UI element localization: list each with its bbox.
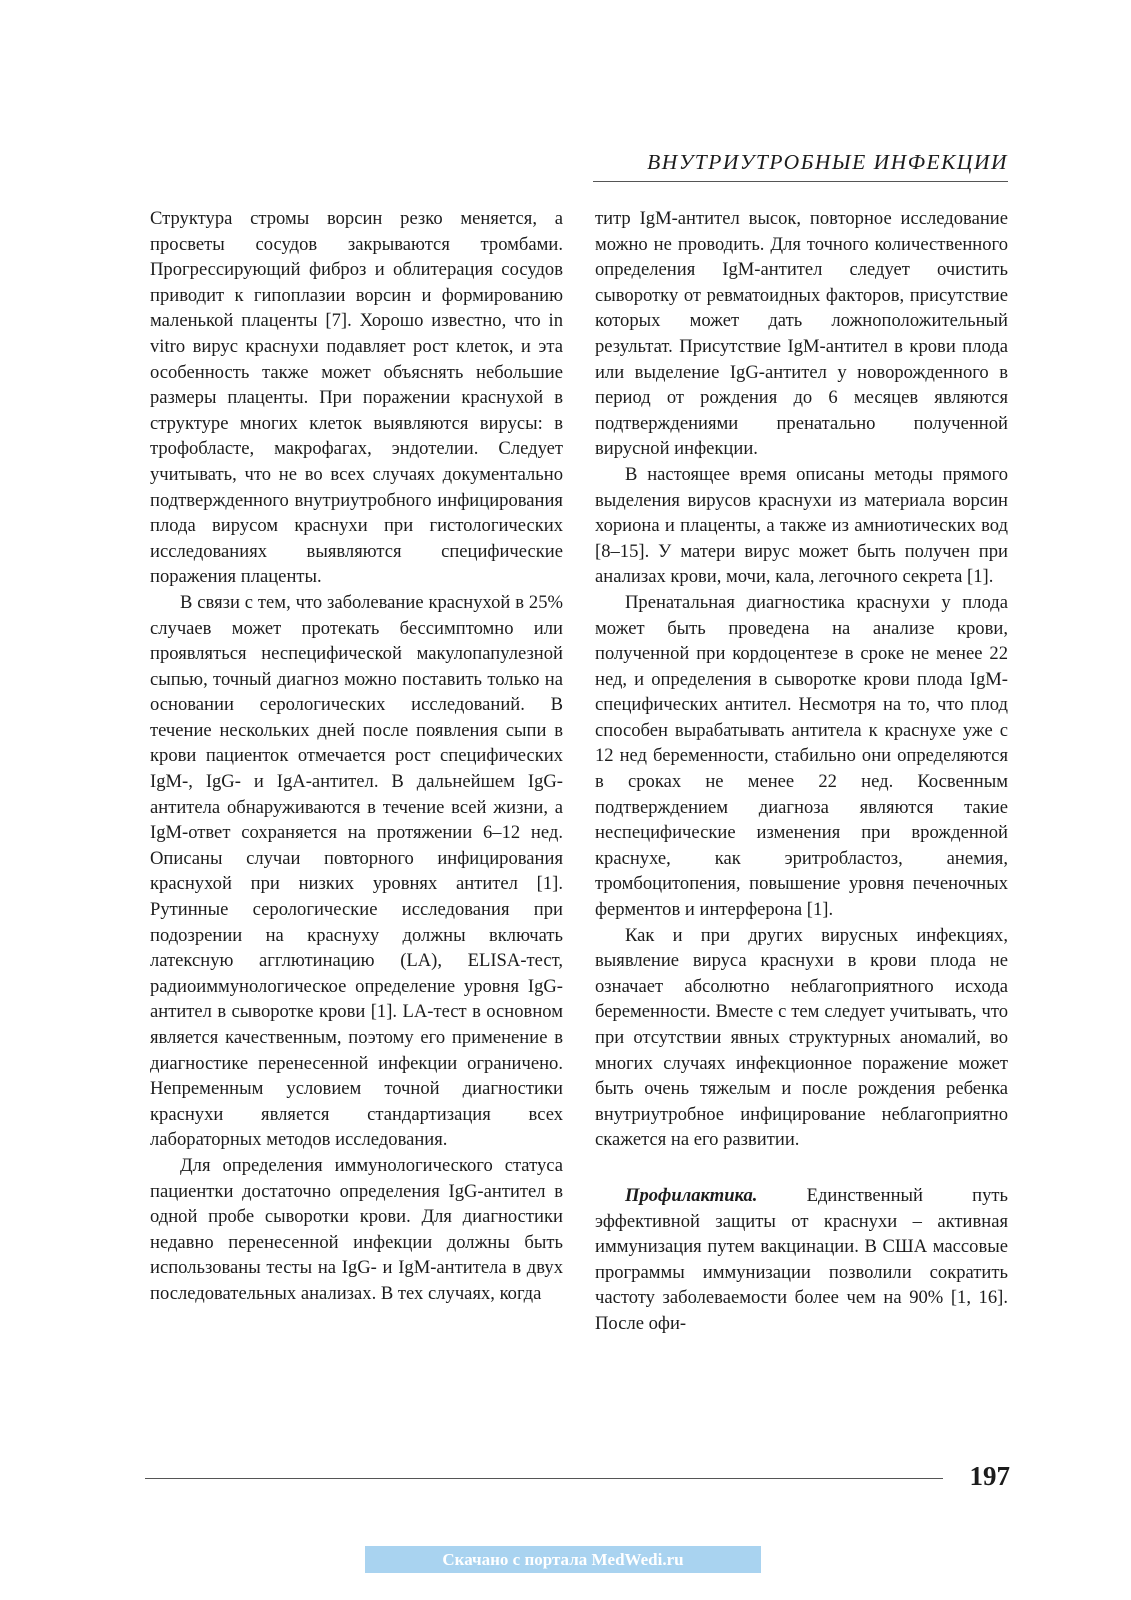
right-column [595,206,1008,1337]
prophylaxis-heading: Профилактика. [625,1184,758,1206]
watermark-banner[interactable]: Скачано с портала MedWedi.ru [365,1546,761,1573]
prophylaxis-text: Единственный путь эффективной защиты от краснухи – активная иммунизация путем вакцинации. В США массовые программы иммунизации позволили сократить частоту заболеваемости более чем на 90% [1, 16]. После офи- [595,1184,1008,1334]
paragraph-serology: В связи с тем, что заболевание краснухой в 25% случаев может протекать бессимптомно или проявляться неспецифической макулопапулезной сыпью, точный диагноз можно поставить только на основании серологических исследований. В течение нескольких дней после появления сыпи в крови пациенток отмечается рост специфических IgM-, IgG- и IgA-антител. В дальнейшем IgG-антитела обнаруживаются в течение всей жизни, а IgM-ответ сохраняется на протяжении 6–12 нед. Описаны случаи повторного инфицирования краснухой при низких уровнях антител [1]. Рутинные серологические исследования при подозрении на краснуху должны включать латексную агглютинацию (LA), ELISA-тест, радиоиммунологическое определение уровня IgG-антител в сыворотке крови [1]. LA-тест в основном является качественным, поэтому его применение в диагностике перенесенной инфекции ограничено. Непременным условием точной диагностики краснухи является стандартизация всех лабораторных методов исследования. [150,591,563,1151]
paragraph-virus-isolation: В настоящее время описаны методы прямого выделения вирусов краснухи из материала ворсин хориона и плаценты, а также из амниотических вод [8–15]. У матери вирус может быть получен при анализах крови, мочи, кала, легочного секрета [1]. [595,463,1008,588]
paragraph-prenatal-diagnosis: Пренатальная диагностика краснухи у плода может быть проведена на анализе крови, полученной при кордоцентезе в сроке не менее 22 нед, и определения в сыворотке крови плода IgM-специфических антител. Несмотря на то, что плод способен вырабатывать антитела к краснухе уже с 12 нед беременности, стабильно они определяются в сроках не менее 22 нед. Косвенным подтверждением диагноза являются такие неспецифические изменения при врожденной краснухе, как эритробластоз, анемия, тромбоцитопения, повышение уровня печеночных ферментов и интерферона [1]. [595,591,1008,921]
running-header: ВНУТРИУТРОБНЫЕ ИНФЕКЦИИ [647,150,1008,174]
paragraph-placenta-pathology: Структура стромы ворсин резко меняется, а просветы сосудов закрываются тромбами. Прогрессирующий фиброз и облитерация сосудов приводит к гипоплазии ворсин и формированию маленькой плаценты [7]. Хорошо известно, что in vitro вирус краснухи подавляет рост клеток, и эта особенность также может объяснять небольшие размеры плаценты. При поражении краснухой в структуре многих клеток выявляются вирусы: в трофобласте, макрофагах, эндотелии. Следует учитывать, что не во всех случаях документально подтвержденного внутриутробного инфицирования плода вирусом краснухи при гистологических исследованиях выявляются специфические поражения плаценты. [150,208,563,588]
paragraph-igm-titer: титр IgM-антител высок, повторное исследование можно не проводить. Для точного количественного определения IgM-антител следует очистить сыворотку от ревматоидных факторов, присутствие которых может дать ложноположительный результат. Присутствие IgM-антител в крови плода или выделение IgG-антител у новорожденного в период от рождения до 6 месяцев являются подтверждениями пренатально полученной вирусной инфекции. [595,208,1008,460]
paragraph-immune-status: Для определения иммунологического статуса пациентки достаточно определения IgG-антител в одной пробе сыворотки крови. Для диагностики недавно перенесенной инфекции должны быть использованы тесты на IgG- и IgM-антитела в двух последовательных анализах. В тех случаях, когда [150,1154,563,1304]
left-column [150,206,563,1307]
footer-rule [145,1478,943,1479]
page-number: 197 [969,1461,1010,1491]
paragraph-prophylaxis [595,1183,1008,1337]
paragraph-outcome: Как и при других вирусных инфекциях, выявление вируса краснухи в крови плода не означает абсолютно неблагоприятного исхода беременности. Вместе с тем следует учитывать, что при отсутствии явных структурных аномалий, во многих случаях инфекционное поражение может быть очень тяжелым и после рождения ребенка внутриутробное инфицирование неблагоприятно скажется на его развитии. [595,924,1008,1151]
header-rule [593,181,1008,182]
